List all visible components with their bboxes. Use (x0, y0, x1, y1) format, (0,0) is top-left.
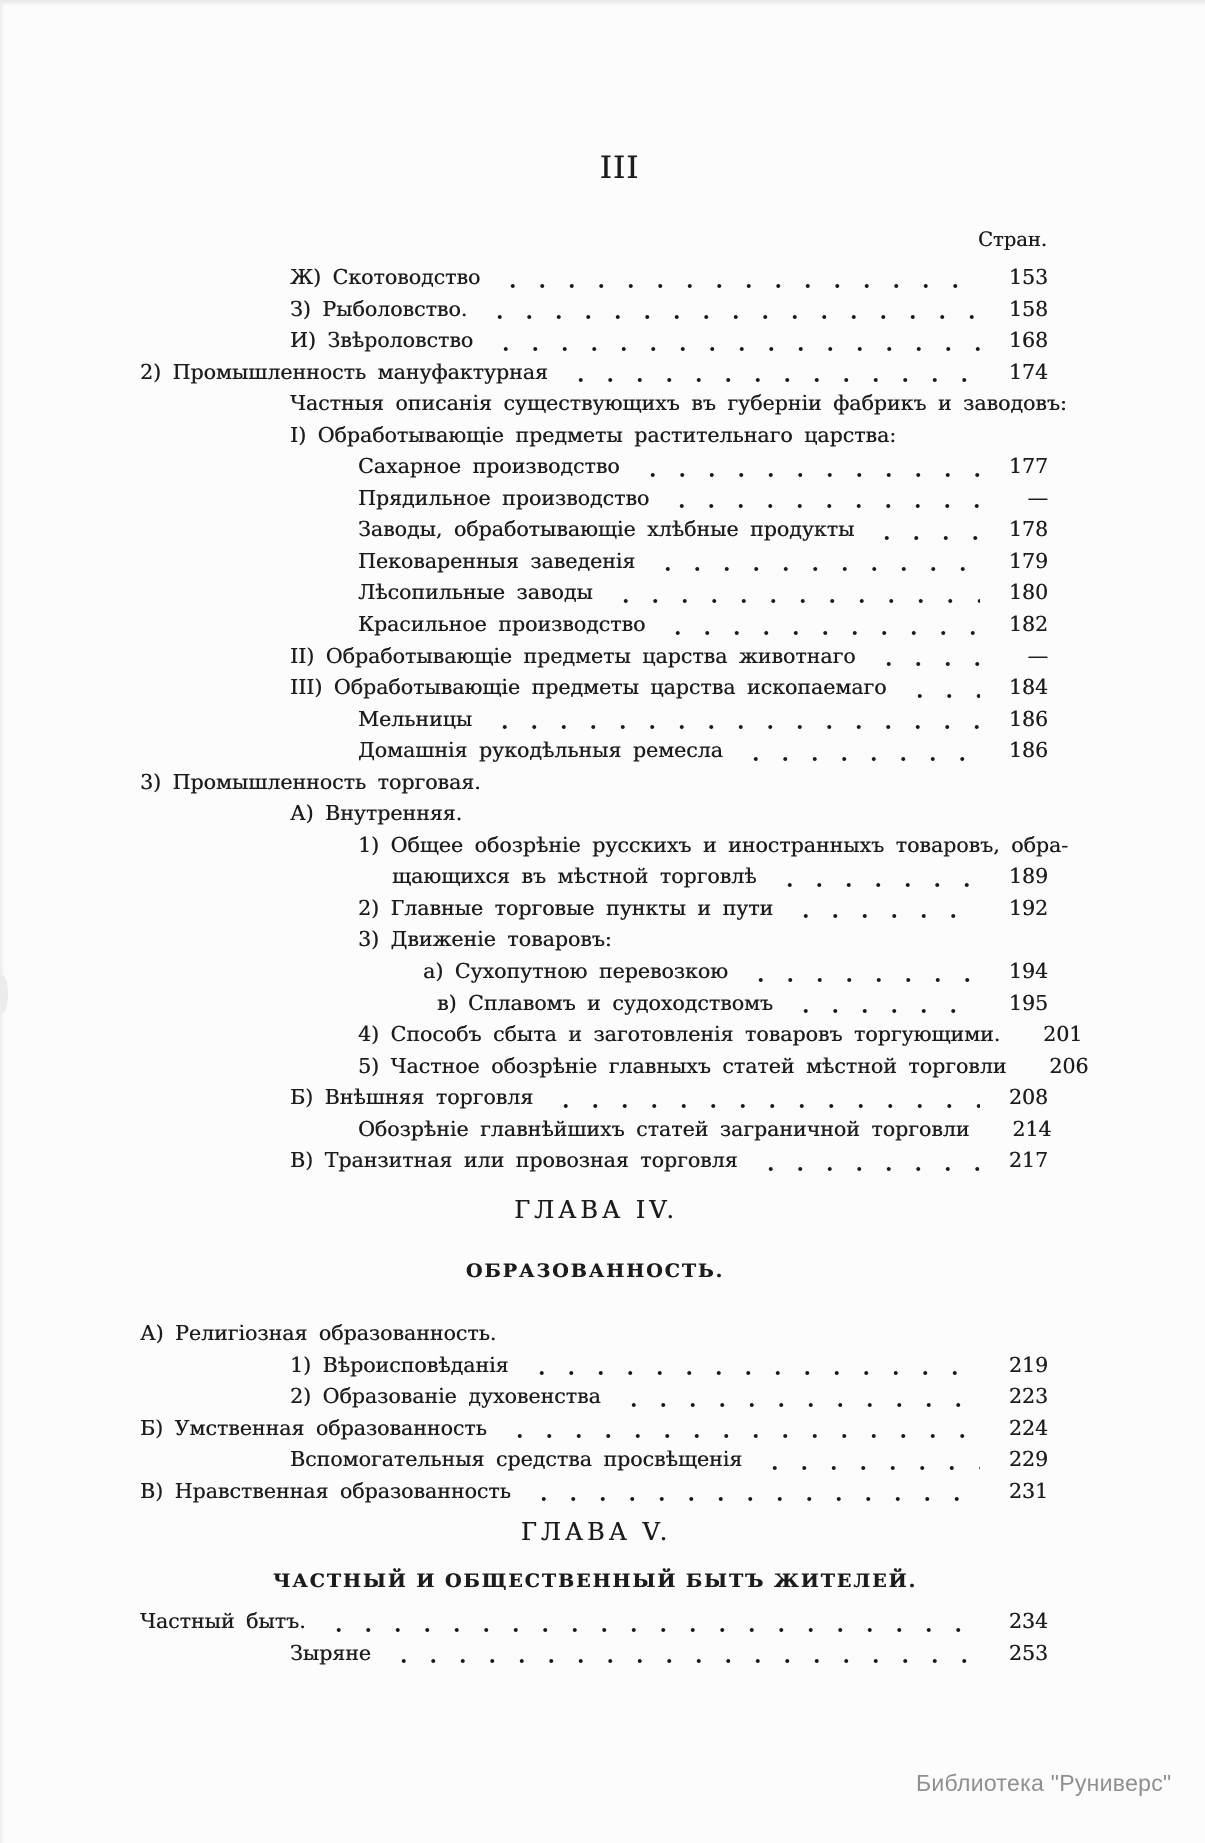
toc-row (140, 483, 1048, 515)
toc-row (140, 1350, 1048, 1382)
toc-row (140, 1145, 1048, 1177)
page-number: 231 (1008, 1478, 1048, 1503)
toc-entry-label: З) Рыболовство. (290, 296, 468, 321)
page-number (1068, 830, 1126, 862)
toc-entry-label: II) Обработывающіе предметы царства животнаго (290, 643, 856, 668)
toc-entry-label: I) Обработывающіе предметы растительнаго царства: (290, 422, 897, 447)
page-number: 194 (1008, 959, 1048, 984)
dot-leader (870, 641, 980, 673)
toc-row (140, 1606, 1048, 1638)
page-number-header: III (599, 150, 640, 186)
toc-entry-label: Зыряне (290, 1640, 371, 1665)
toc-entry-label: III) Обработывающіе предметы царства ископаемаго (290, 675, 887, 700)
toc-row (140, 294, 1048, 326)
toc-row (140, 357, 1048, 389)
scan-artifact (0, 975, 8, 1013)
dot-leader (494, 262, 980, 294)
toc-row (140, 672, 1048, 704)
toc-row (140, 767, 1048, 799)
toc-entry-label: Прядильное производство (358, 485, 650, 510)
page-number: 174 (1008, 359, 1048, 384)
page-number (496, 1318, 554, 1350)
toc-entry-label: Домашнія рукодѣльныя ремесла (358, 738, 723, 763)
toc-row (140, 546, 1048, 578)
toc-row (140, 609, 1048, 641)
toc-row (140, 1476, 1048, 1508)
page-number: 219 (1008, 1352, 1048, 1377)
toc-row (140, 420, 1048, 452)
toc-row (140, 861, 1048, 893)
dot-leader (901, 672, 980, 704)
page-number: 182 (1008, 612, 1048, 637)
page-number: 179 (1008, 548, 1048, 573)
toc-section-industry (140, 262, 1089, 1177)
toc-row (140, 1114, 1052, 1146)
toc-entry-label: В) Нравственная образованность (140, 1478, 511, 1503)
toc-row (140, 1413, 1048, 1445)
toc-row (140, 388, 1067, 420)
toc-entry-label: щающихся въ мѣстной торговлѣ (392, 864, 757, 889)
page-number (896, 420, 954, 452)
dot-leader (659, 609, 980, 641)
toc-section-chapter4 (140, 1318, 1048, 1507)
dot-leader (525, 1476, 980, 1508)
toc-entry-label: 5) Частное обозрѣніе главныхъ статей мѣстной торговли (358, 1053, 1007, 1078)
dot-leader (634, 451, 980, 483)
toc-row (140, 893, 1048, 925)
page-number: 234 (1008, 1609, 1048, 1633)
toc-row (140, 1051, 1089, 1083)
toc-row (140, 988, 1048, 1020)
page-number: 229 (1008, 1447, 1048, 1472)
dot-leader (868, 514, 980, 546)
toc-row (140, 514, 1048, 546)
toc-row (140, 577, 1048, 609)
page-number: 178 (1008, 517, 1048, 542)
dot-leader (615, 1381, 980, 1413)
dot-leader (607, 577, 980, 609)
chapter4-subheading: ОБРАЗОВАННОСТЬ. (465, 1260, 725, 1282)
toc-entry-label: Б) Внѣшняя торговля (290, 1085, 534, 1110)
dot-leader (737, 735, 980, 767)
page-number: 153 (1008, 265, 1048, 289)
toc-entry-label: Частный бытъ. (140, 1609, 306, 1633)
page-number: 192 (1008, 895, 1048, 920)
page-number: 184 (1008, 675, 1048, 700)
page-number: 253 (1008, 1640, 1048, 1665)
dot-leader (487, 325, 980, 357)
dot-leader (562, 357, 980, 389)
dot-leader (787, 893, 980, 925)
toc-entry-label: Обозрѣніе главнѣйшихъ статей заграничной торговли (358, 1116, 970, 1141)
page-number: 224 (1008, 1415, 1048, 1440)
toc-row (140, 830, 1069, 862)
toc-entry-label: 1) Общее обозрѣніе русскихъ и иностранныхъ товаровъ, обра- (358, 832, 1069, 857)
toc-row (140, 641, 1048, 673)
dot-leader (501, 1413, 980, 1445)
toc-entry-label: Пековаренныя заведенія (358, 548, 636, 573)
toc-entry-label: в) Сплавомъ и судоходствомъ (437, 990, 773, 1015)
page-number (481, 767, 539, 799)
toc-entry-label: В) Транзитная или провозная торговля (290, 1148, 738, 1173)
toc-row (140, 325, 1048, 357)
chapter5-subheading: ЧАСТНЫЙ И ОБЩЕСТВЕННЫЙ БЫТЪ ЖИТЕЛЕЙ. (272, 1570, 918, 1592)
page-number: 177 (1008, 454, 1048, 479)
toc-entry-label: 2) Образованіе духовенства (290, 1384, 601, 1409)
library-watermark: Библиотека "Руниверс" (916, 1770, 1172, 1796)
toc-row (140, 1082, 1048, 1114)
page-number: 186 (1008, 706, 1048, 731)
dot-leader (756, 1444, 980, 1476)
toc-entry-label: 2) Главные торговые пункты и пути (358, 895, 774, 920)
toc-section-chapter5 (140, 1606, 1048, 1669)
dot-leader (523, 1350, 981, 1382)
dot-leader (787, 988, 980, 1020)
page-number (1067, 388, 1125, 420)
toc-entry-label: Б) Умственная образованность (140, 1415, 487, 1440)
page-number: 186 (1008, 738, 1048, 763)
toc-entry-label: 1) Вѣроисповѣданія (290, 1352, 509, 1377)
page-number: 208 (1008, 1085, 1048, 1110)
dot-leader (385, 1638, 980, 1670)
toc-entry-label: И) Звѣроловство (290, 328, 474, 353)
chapter5-heading: ГЛАВА V. (520, 1518, 672, 1546)
page-number (462, 798, 520, 830)
toc-row (140, 1019, 1083, 1051)
page-number: 214 (1012, 1116, 1052, 1141)
toc-entry-label: А) Внутренняя. (290, 801, 463, 826)
page-number: — (1027, 485, 1048, 510)
toc-row (140, 735, 1048, 767)
page-number: 217 (1008, 1148, 1048, 1173)
toc-row (140, 924, 1048, 956)
toc-entry-label: Заводы, обработывающіе хлѣбные продукты (358, 517, 855, 542)
dot-leader (547, 1082, 980, 1114)
page-number: 189 (1008, 864, 1048, 889)
toc-row (140, 451, 1048, 483)
toc-row (140, 1638, 1048, 1670)
dot-leader (320, 1606, 980, 1638)
toc-row (140, 1381, 1048, 1413)
page-number: 180 (1008, 580, 1048, 605)
chapter4-heading: ГЛАВА IV. (514, 1196, 678, 1224)
toc-row (140, 1444, 1048, 1476)
toc-entry-label: 2) Промышленность мануфактурная (140, 359, 548, 384)
toc-entry-label: 3) Движеніе товаровъ: (358, 927, 612, 952)
dot-leader (752, 1145, 980, 1177)
toc-content (140, 0, 1089, 1843)
page-number: — (1027, 643, 1048, 668)
toc-entry-label: Лѣсопильные заводы (358, 580, 593, 605)
page-number: 206 (1049, 1053, 1089, 1078)
toc-row (140, 956, 1048, 988)
dot-leader (481, 294, 980, 326)
toc-entry-label: а) Сухопутною перевозкою (423, 959, 728, 984)
toc-entry-label: Мельницы (358, 706, 473, 731)
toc-entry-label: Сахарное производство (358, 454, 620, 479)
toc-entry-label: Частныя описанія существующихъ въ губерніи фабрикъ и заводовъ: (290, 391, 1067, 416)
dot-leader (663, 483, 980, 515)
page-number: 168 (1008, 328, 1048, 353)
toc-entry-label: 3) Промышленность торговая. (140, 769, 481, 794)
dot-leader (649, 546, 980, 578)
toc-row (140, 262, 1048, 294)
toc-entry-label: Вспомогательныя средства просвѣщенія (290, 1447, 743, 1472)
page-column-header: Стран. (977, 228, 1047, 251)
dot-leader (771, 861, 980, 893)
page-number: 223 (1008, 1384, 1048, 1409)
toc-row (140, 704, 1048, 736)
dot-leader (486, 704, 980, 736)
toc-entry-label: 4) Способъ сбыта и заготовленія товаровъ торгующими. (358, 1022, 1001, 1047)
page-number (612, 924, 670, 956)
toc-entry-label: А) Религіозная образованность. (140, 1321, 497, 1345)
toc-row (140, 1318, 1048, 1350)
toc-row (140, 798, 1048, 830)
dot-leader (742, 956, 980, 988)
page-number: 195 (1008, 990, 1048, 1015)
page-number: 158 (1008, 296, 1048, 321)
toc-entry-label: Ж) Скотоводство (290, 265, 481, 289)
toc-entry-label: Красильное производство (358, 612, 646, 637)
page-number: 201 (1043, 1022, 1083, 1047)
